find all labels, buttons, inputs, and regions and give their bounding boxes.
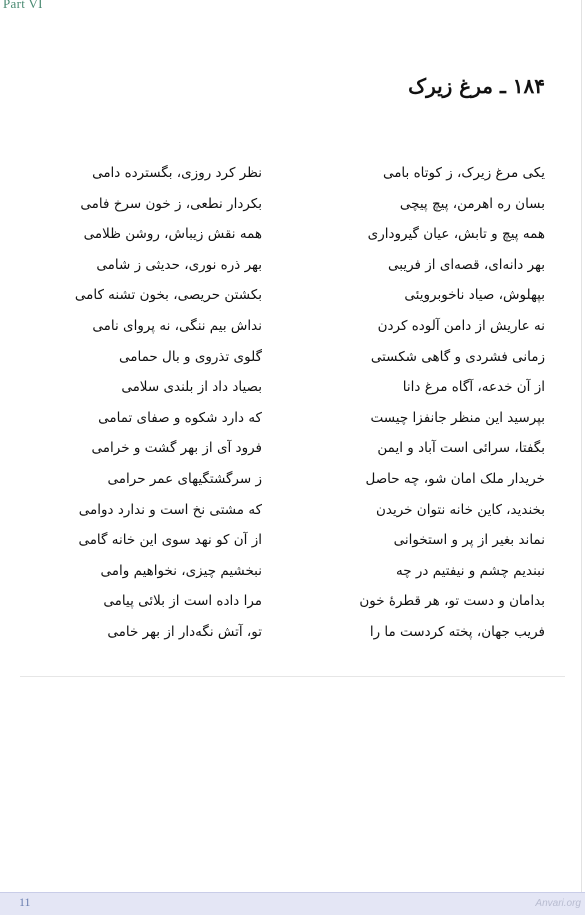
couplet-row [30,588,545,619]
first-hemistich: نماند بغیر از پر و استخوانی [393,532,545,549]
page-number: 11 [19,895,31,909]
couplet-row [30,619,545,650]
first-hemistich: زمانی فشردی و گاهی شکستی [370,348,545,365]
second-hemistich: تو، آتش نگه‌دار از بهر خامی [107,623,262,640]
content-divider [20,676,565,677]
first-hemistich: بسان ره اهرمن، پیچ پیچی [399,195,545,212]
second-hemistich: نداش بیم ننگی، نه پروای نامی [92,317,262,334]
couplet-row [30,344,545,375]
first-hemistich: بپرسید این منظر جانفزا چیست [370,409,545,426]
second-hemistich: فرود آی از بهر گشت و خرامی [91,440,262,457]
second-hemistich: که دارد شکوه و صفای تمامی [98,409,262,426]
first-hemistich: از آن خدعه، آگاه مرغ دانا [402,379,545,396]
watermark-logo: Anvari.org [535,898,581,909]
couplet-row [30,497,545,528]
first-hemistich: بهر دانه‌ای، قصه‌ای از فریبی [388,256,545,273]
second-hemistich: گلوی تذروی و بال حمامی [119,348,262,365]
first-hemistich: نه عاریش از دامن آلوده کردن [377,317,545,334]
poem-body [30,160,545,650]
second-hemistich: بهر ذره نوری، حدیثی ز شامی [96,256,262,273]
couplet-row [30,374,545,405]
couplet-row [30,191,545,222]
second-hemistich: بصیاد داد از بلندی سلامی [121,379,262,396]
second-hemistich: بکردار نطعی، ز خون سرخ فامی [80,195,262,212]
couplet-row [30,221,545,252]
first-hemistich: همه پیچ و تابش، عیان گیروداری [367,226,545,243]
couplet-row [30,252,545,283]
second-hemistich: که مشتی نخ است و ندارد دوامی [78,501,262,518]
first-hemistich: بدامان و دست تو، هر قطرهٔ خون [359,593,545,610]
first-hemistich: بگفتا، سرائی است آباد و ایمن [377,440,545,457]
first-hemistich: فریب جهان، پخته کردست ما را [369,623,545,640]
couplet-row [30,527,545,558]
first-hemistich: نبندیم چشم و نیفتیم در چه [396,562,545,579]
second-hemistich: نظر کرد روزی، بگسترده دامی [92,165,262,181]
page-edge [581,0,582,893]
couplet-row [30,160,545,191]
first-hemistich: بپهلوش، صیاد ناخوبرویئی [404,287,545,304]
first-hemistich: یکی مرغ زیرک، ز کوتاه بامی [382,165,545,181]
second-hemistich: مرا داده است از بلائی پیامی [103,593,262,610]
page-footer [0,892,585,915]
couplet-row [30,435,545,466]
second-hemistich: از آن کو نهد سوی این خانه گامی [78,532,262,549]
part-header: Part VI [3,0,43,11]
poem-title: ۱۸۴ ـ مرغ زیرک [408,74,545,98]
couplet-row [30,282,545,313]
couplet-row [30,405,545,436]
couplet-row [30,466,545,497]
couplet-row [30,313,545,344]
first-hemistich: بخندید، کاین خانه نتوان خریدن [375,501,545,518]
second-hemistich: بکشتن حریصی، بخون تشنه کامی [74,287,262,304]
second-hemistich: ز سرگشتگیهای عمر حرامی [107,470,262,487]
couplet-row [30,558,545,589]
second-hemistich: همه نقش زیباش، روشن ظلامی [83,226,262,243]
second-hemistich: نبخشیم چیزی، نخواهیم وامی [100,562,262,579]
first-hemistich: خریدار ملک امان شو، چه حاصل [365,470,545,487]
